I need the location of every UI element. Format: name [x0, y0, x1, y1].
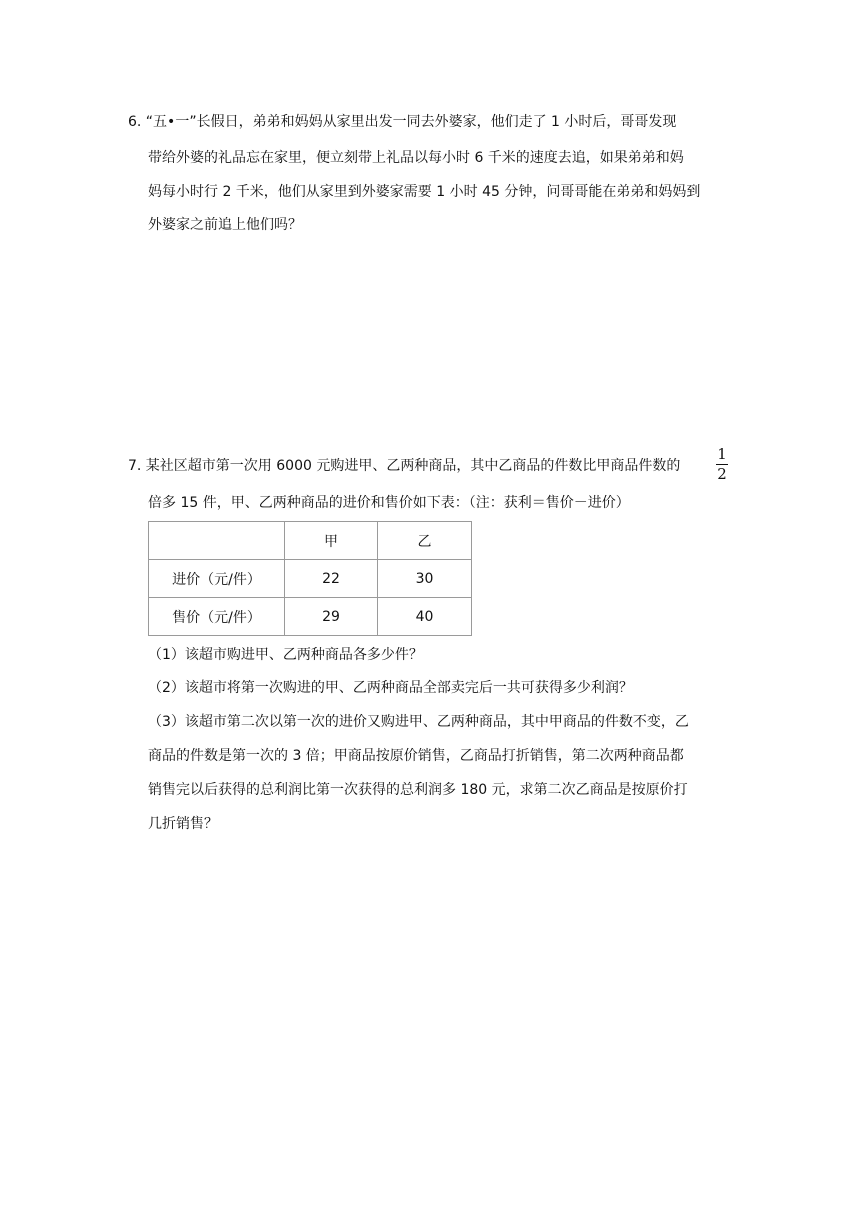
table-cell: 22 — [285, 560, 378, 598]
question-2: （2）该超市将第一次购进的甲、乙两种商品全部卖完后一共可获得多少利润？ — [148, 680, 633, 696]
table-row — [149, 560, 472, 598]
problem-6-line-3: 妈每小时行 2 千米，他们从家里到外婆家需要 1 小时 45 分钟，问哥哥能在弟弟和妈妈到 — [148, 184, 701, 200]
question-3-line-4: 几折销售？ — [148, 816, 218, 832]
table-cell: 29 — [285, 598, 378, 636]
table-cell: 40 — [378, 598, 472, 636]
problem-6-line-4: 外婆家之前追上他们吗？ — [148, 217, 302, 233]
table-cell: 进价（元/件） — [149, 560, 285, 598]
problem-7-intro-line-2: 倍多 15 件，甲、乙两种商品的进价和售价如下表：（注：获利＝售价－进价） — [148, 495, 630, 511]
fraction-numerator: 1 — [717, 445, 727, 463]
table-header-row — [149, 522, 472, 560]
problem-6-line-2: 带给外婆的礼品忘在家里，便立刻带上礼品以每小时 6 千米的速度去追，如果弟弟和妈 — [148, 150, 684, 166]
question-3-line-1: （3）该超市第二次以第一次的进价又购进甲、乙两种商品，其中甲商品的件数不变，乙 — [148, 714, 689, 730]
fraction-denominator: 2 — [717, 465, 727, 483]
table-cell: 售价（元/件） — [149, 598, 285, 636]
table-row — [149, 598, 472, 636]
problem-6-line-1: 6. “五•一”长假日，弟弟和妈妈从家里出发一同去外婆家，他们走了 1 小时后，哥哥发现 — [128, 114, 677, 130]
question-1: （1）该超市购进甲、乙两种商品各多少件？ — [148, 647, 423, 663]
one-half-fraction — [716, 446, 728, 483]
problem-7-intro-line-1: 7. 某社区超市第一次用 6000 元购进甲、乙两种商品，其中乙商品的件数比甲商品件数的 — [128, 458, 681, 474]
table-header-cell: 甲 — [285, 522, 378, 560]
table-cell: 30 — [378, 560, 472, 598]
question-3-line-2: 商品的件数是第一次的 3 倍；甲商品按原价销售，乙商品打折销售，第二次两种商品都 — [148, 748, 684, 764]
question-3-line-3: 销售完以后获得的总利润比第一次获得的总利润多 180 元，求第二次乙商品是按原价打 — [148, 782, 688, 798]
table-header-cell — [149, 522, 285, 560]
table-header-cell: 乙 — [378, 522, 472, 560]
price-table — [148, 521, 472, 636]
